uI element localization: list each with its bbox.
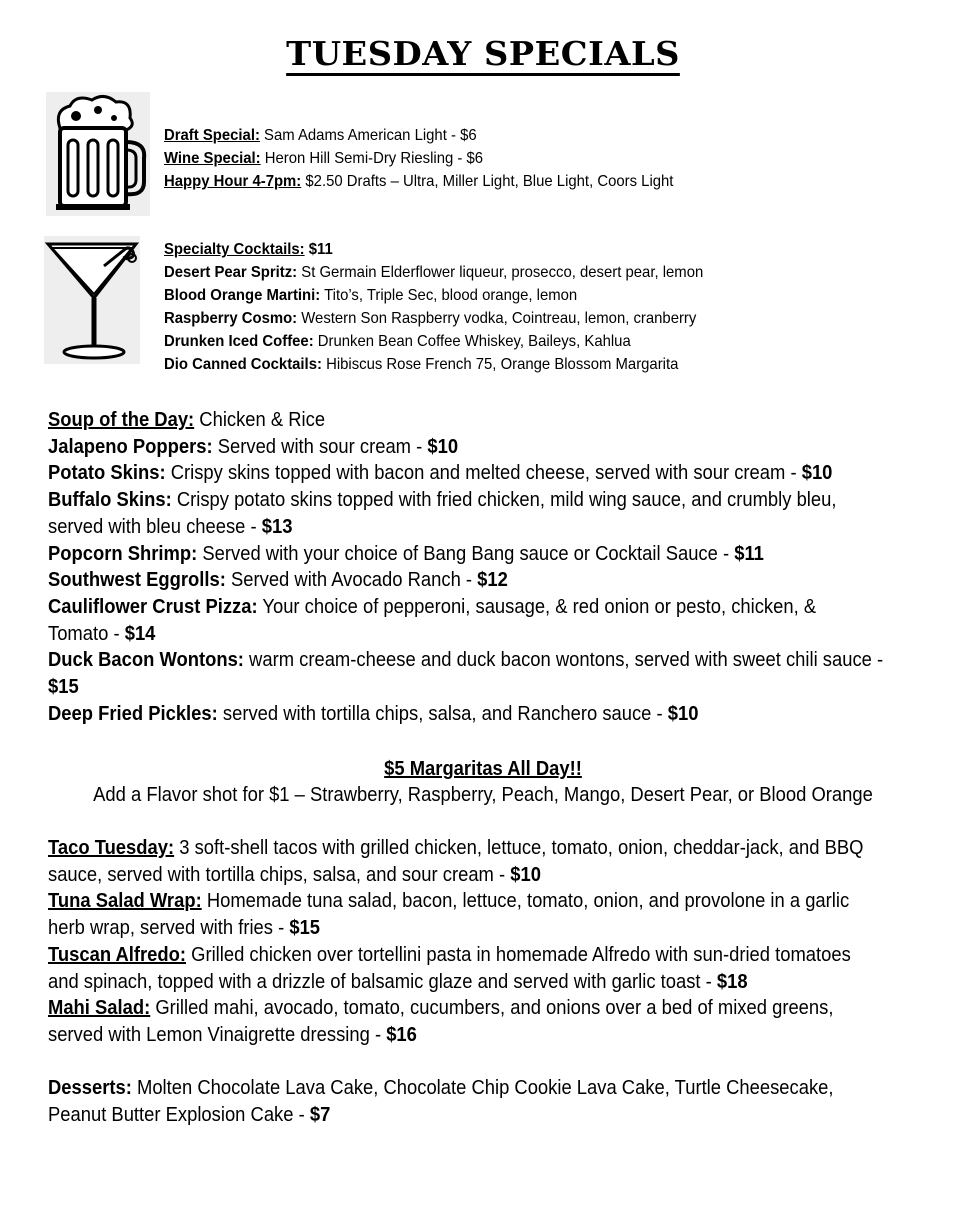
- beer-mug-icon: [46, 92, 150, 216]
- menu-item: Potato Skins: Crispy skins topped with bacon and melted cheese, served with sour cream - $10: [48, 462, 833, 485]
- margaritas-title: $5 Margaritas All Day!!: [384, 758, 582, 780]
- cocktail-item: Drunken Iced Coffee: Drunken Bean Coffee Whiskey, Baileys, Kahlua: [164, 333, 631, 350]
- menu-item: Tuna Salad Wrap: Homemade tuna salad, bacon, lettuce, tomato, onion, and provolone in a garlic herb wrap, served with fries - $15: [48, 890, 850, 940]
- appetizer-list: [48, 407, 913, 727]
- menu-item: Popcorn Shrimp: Served with your choice of Bang Bang sauce or Cocktail Sauce - $11: [48, 542, 764, 565]
- soup-of-the-day: Soup of the Day: Chicken & Rice: [48, 409, 326, 431]
- drink-special-row: Happy Hour 4-7pm: $2.50 Drafts – Ultra, Miller Light, Blue Light, Coors Light: [164, 173, 674, 190]
- page-title: [0, 34, 966, 76]
- menu-item: Deep Fried Pickles: served with tortilla chips, salsa, and Ranchero sauce - $10: [48, 702, 699, 725]
- title-text: TUESDAY SPECIALS: [286, 34, 680, 76]
- cocktail-item: Raspberry Cosmo: Western Son Raspberry vodka, Cointreau, lemon, cranberry: [164, 310, 697, 327]
- drink-specials: [164, 124, 673, 193]
- desserts: [48, 1075, 913, 1128]
- menu-item: Taco Tuesday: 3 soft-shell tacos with grilled chicken, lettuce, tomato, onion, cheddar-jack, and BBQ sauce, served with tortilla chips, salsa, and sour cream - $10: [48, 837, 864, 886]
- cocktail-item: Dio Canned Cocktails: Hibiscus Rose French 75, Orange Blossom Margarita: [164, 356, 679, 373]
- specialty-cocktails: [164, 238, 703, 376]
- entree-list: [48, 835, 913, 1049]
- menu-item: Southwest Eggrolls: Served with Avocado Ranch - $12: [48, 569, 508, 592]
- menu-item: Tuscan Alfredo: Grilled chicken over tortellini pasta in homemade Alfredo with sun-dried tomatoes and spinach, topped with a drizzle of balsamic glaze and served with garlic toast - $18: [48, 943, 851, 993]
- cocktail-item: Blood Orange Martini: Tito’s, Triple Sec, blood orange, lemon: [164, 287, 578, 304]
- menu-item: Jalapeno Poppers: Served with sour cream - $10: [48, 435, 459, 458]
- drink-special-row: Draft Special: Sam Adams American Light - $6: [164, 127, 477, 144]
- drink-special-row: Wine Special: Heron Hill Semi-Dry Riesling - $6: [164, 150, 484, 167]
- menu-item: Desserts: Molten Chocolate Lava Cake, Chocolate Chip Cookie Lava Cake, Turtle Cheesecake, Peanut Butter Explosion Cake - $7: [48, 1077, 834, 1126]
- martini-glass-icon: [44, 236, 140, 364]
- cocktails-header: Specialty Cocktails: $11: [164, 241, 333, 258]
- menu-item: Cauliflower Crust Pizza: Your choice of pepperoni, sausage, & red onion or pesto, chicken, & Tomato - $14: [48, 595, 817, 645]
- menu-item: Buffalo Skins: Crispy potato skins topped with fried chicken, mild wing sauce, and crumbly bleu, served with bleu cheese - $13: [48, 489, 837, 538]
- cocktail-item: Desert Pear Spritz: St Germain Elderflower liqueur, prosecco, desert pear, lemon: [164, 264, 704, 281]
- menu-item: Duck Bacon Wontons: warm cream-cheese and duck bacon wontons, served with sweet chili sauce - $15: [48, 649, 884, 699]
- menu-item: Mahi Salad: Grilled mahi, avocado, tomato, cucumbers, and onions over a bed of mixed greens, served with Lemon Vinaigrette dressing - $16: [48, 997, 834, 1046]
- margaritas-subtitle: Add a Flavor shot for $1 – Strawberry, Raspberry, Peach, Mango, Desert Pear, or Blood Orange: [93, 784, 873, 806]
